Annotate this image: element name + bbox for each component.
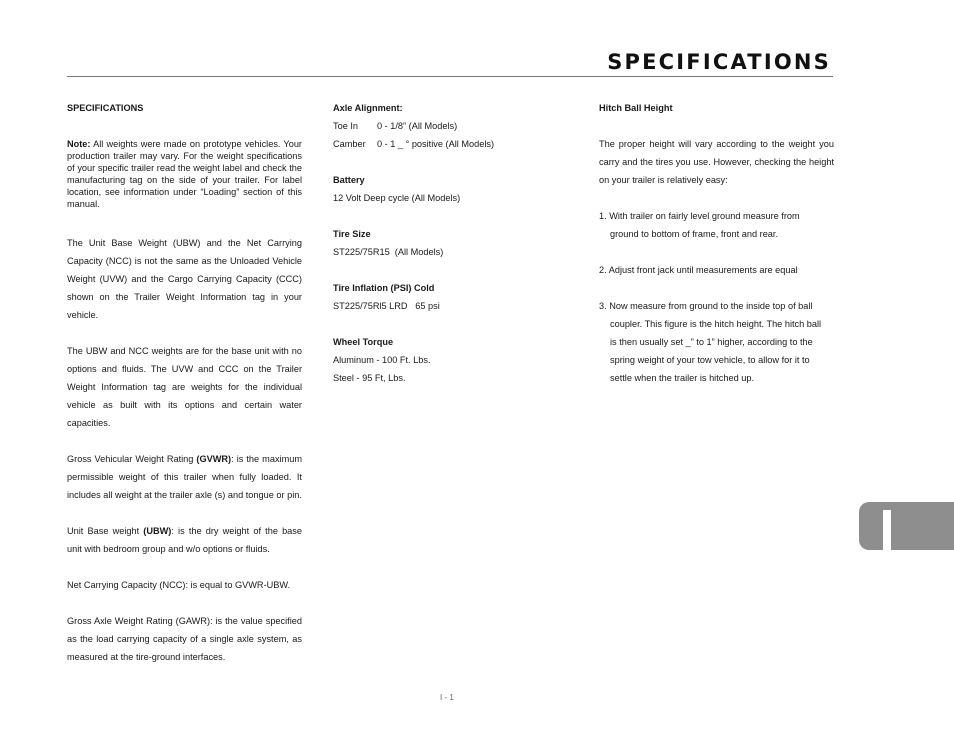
toe-value: 0 - 1/8” (All Models) — [377, 121, 458, 131]
camber-value: 0 - 1 _ ° positive (All Models) — [377, 139, 495, 149]
section-heading: SPECIFICATIONS — [67, 103, 144, 113]
step-1-line-1: 1. With trailer on fairly level ground measure from — [599, 211, 800, 221]
torque-heading: Wheel Torque — [333, 337, 394, 347]
battery-value: 12 Volt Deep cycle (All Models) — [333, 193, 461, 203]
ubw-pre: Unit Base weight — [67, 526, 144, 536]
ncc-definition: Net Carrying Capacity (NCC): is equal to GVWR-UBW. — [67, 580, 291, 590]
camber-label: Camber — [333, 139, 366, 149]
step-1-line-2: ground to bottom of frame, front and rear. — [610, 229, 779, 239]
section-tab-letter — [883, 510, 891, 550]
gvwr-pre: Gross Vehicular Weight Rating — [67, 454, 197, 464]
inflation-value: ST225/75Rl5 LRD 65 psi — [333, 301, 440, 311]
gvwr-post: : is the maximum permissible weight of this trailer when fully loaded. It includes all weight at the trailer axle (s) and tongue or pin. — [67, 454, 302, 500]
gawr-definition: Gross Axle Weight Rating (GAWR): is the value specified as the load carrying capacity of a single axle system, as measured at the tire-ground interfaces. — [67, 616, 302, 662]
page-title: SPECIFICATIONS — [607, 50, 831, 74]
battery-heading: Battery — [333, 175, 365, 185]
torque-steel: Steel - 95 Ft, Lbs. — [333, 373, 406, 383]
column-hitch — [599, 99, 834, 387]
note-label: Note: — [67, 139, 91, 149]
gvwr-term: (GVWR) — [196, 454, 232, 464]
torque-aluminum: Aluminum - 100 Ft. Lbs. — [333, 355, 431, 365]
ubw-definition — [67, 522, 302, 558]
axle-heading: Axle Alignment: — [333, 103, 403, 113]
ubw-paragraph: The Unit Base Weight (UBW) and the Net Carrying Capacity (NCC) is not the same as the Unloaded Vehicle Weight (UVW) and the Cargo Carrying Capacity (CCC) shown on the Trailer Weight Information tag in your vehicle. — [67, 238, 302, 320]
hitch-intro: The proper height will vary according to the weight you carry and the tires you use. However, checking the height on your trailer is relatively easy: — [599, 139, 834, 185]
options-paragraph: The UBW and NCC weights are for the base unit with no options and fluids. The UVW and CCC on the Trailer Weight Information tag are weights for the individual vehicle as built with its options and certain water capacities. — [67, 346, 302, 428]
toe-row — [333, 117, 563, 135]
inflation-heading: Tire Inflation (PSI) Cold — [333, 283, 435, 293]
toe-label: Toe In — [333, 121, 359, 131]
step-3-line-3: is then usually set _” to 1” higher, according to the — [610, 337, 813, 347]
ubw-post: : is the dry weight of the base unit with bedroom group and w/o options or fluids. — [67, 526, 302, 554]
header-divider — [67, 76, 833, 77]
gvwr-paragraph — [67, 450, 302, 504]
ubw-term: (UBW) — [143, 526, 172, 536]
step-3-line-2: coupler. This figure is the hitch height. The hitch ball — [610, 319, 822, 329]
page-number: I - 1 — [440, 693, 454, 702]
note-paragraph — [67, 138, 302, 210]
step-3-line-4: spring weight of your tow vehicle, to allow for it to — [610, 355, 810, 365]
note-text: All weights were made on prototype vehicles. Your production trailer may vary. For the weight specifications of your specific trailer read the weight label and check the manufacturing tag on the side of your trailer. For label location, see information under “Loading” section of this manual. — [67, 139, 302, 209]
section-tab — [859, 502, 954, 550]
column-specs — [333, 99, 563, 387]
step-3-line-1: 3. Now measure from ground to the inside top of ball — [599, 301, 813, 311]
tire-heading: Tire Size — [333, 229, 371, 239]
step-3-line-5: settle when the trailer is hitched up. — [610, 373, 755, 383]
camber-row — [333, 135, 563, 153]
hitch-heading: Hitch Ball Height — [599, 103, 673, 113]
column-general — [67, 99, 302, 666]
tire-value: ST225/75R15 (All Models) — [333, 247, 444, 257]
step-2: 2. Adjust front jack until measurements are equal — [599, 265, 798, 275]
